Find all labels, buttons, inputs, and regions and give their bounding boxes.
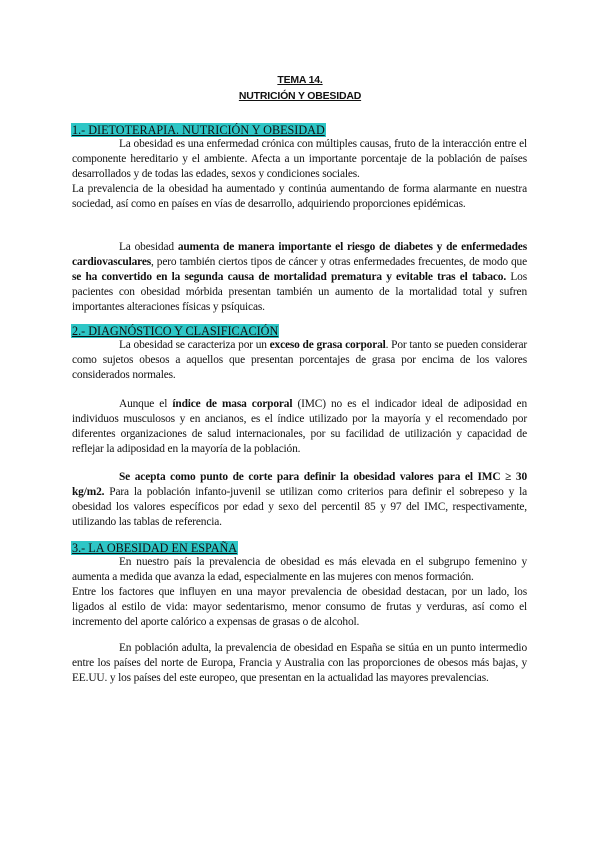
bold-text-run: se ha convertido en la segunda causa de mortalidad prematura y evitable tras el tabaco. bbox=[72, 271, 507, 284]
section-3-paragraphs bbox=[72, 555, 527, 630]
paragraph: Entre los factores que influyen en una mayor prevalencia de obesidad destacan, por un lado, los ligados al estilo de vida: mayor sedentarismo, menor consumo de frutas y verduras, así como el incremento del aporte calórico a expensas de grasas o de alcohol. bbox=[72, 586, 527, 629]
text-run: (IMC) no es el indicador ideal de adiposidad en individuos musculosos y en ancianos, es el índice utilizado por la mayoría y el recomendado por diferentes organizaciones de salud internacionales, por su facilidad de utilización y capacidad de reflejar la adiposidad en la mayoría de la población. bbox=[72, 398, 528, 456]
section-2-paragraph-2 bbox=[72, 397, 527, 457]
text-run: Para la población infanto-juvenil se utilizan como criterios para definir el sobrepeso y la obesidad los valores específicos por edad y sexo del percentil 85 y 97 del IMC, respectivamente, utilizando las tablas de referencia. bbox=[72, 486, 527, 529]
section-2-heading: 2.- DIAGNÓSTICO Y CLASIFICACIÓN bbox=[72, 324, 279, 338]
paragraph: La prevalencia de la obesidad ha aumentado y continúa aumentando de forma alarmante en nuestra sociedad, así como en países en vías de desarrollo, adquiriendo proporciones epidémicas. bbox=[72, 183, 527, 211]
text-run: . Por tanto se pueden considerar como sujetos obesos a aquellos que presentan porcentajes de grasa por encima de los valores considerados normales. bbox=[72, 339, 527, 382]
text-run: Aunque el bbox=[119, 398, 173, 410]
paragraph bbox=[72, 240, 527, 315]
section-3-adult-paragraph bbox=[72, 641, 527, 686]
paragraph bbox=[72, 397, 527, 457]
section-2-paragraph-3 bbox=[72, 470, 527, 530]
bold-text-run: Se acepta como punto de corte para definir la obesidad valores para el IMC ≥ 30 kg/m2. bbox=[72, 471, 527, 499]
paragraph: La obesidad es una enfermedad crónica con múltiples causas, fruto de la interacción entre el componente hereditario y el ambiente. Afecta a un importante porcentaje de la población de países desarrollados y de todas las edades, sexos y condiciones sociales. bbox=[72, 138, 527, 181]
paragraph bbox=[72, 338, 527, 383]
text-run: La obesidad se caracteriza por un bbox=[119, 339, 270, 351]
bold-text-run: índice de masa corporal bbox=[172, 398, 293, 410]
document-subtitle: NUTRICIÓN Y OBESIDAD bbox=[238, 90, 362, 102]
bold-text-run: exceso de grasa corporal bbox=[269, 339, 386, 351]
section-1-intro bbox=[72, 137, 527, 212]
paragraph bbox=[72, 470, 527, 530]
section-1-heading: 1.- DIETOTERAPIA. NUTRICIÓN Y OBESIDAD bbox=[72, 123, 325, 137]
section-3-heading: 3.- LA OBESIDAD EN ESPAÑA bbox=[72, 541, 238, 555]
paragraph: En nuestro país la prevalencia de obesidad es más elevada en el subgrupo femenino y aumenta a medida que avanza la edad, especialmente en las mujeres con menos formación. bbox=[72, 556, 527, 584]
text-run: , pero también ciertos tipos de cáncer y otras enfermedades frecuentes, de modo que bbox=[151, 256, 527, 269]
paragraph: En población adulta, la prevalencia de obesidad en España se sitúa en un punto intermedio entre los países del norte de Europa, Francia y Australia con las proporciones de obesos más bajas, y EE.UU. y los países del este europeo, que presentan en la actualidad las mayores prevalencias. bbox=[72, 642, 527, 685]
section-2-paragraph-1 bbox=[72, 338, 527, 383]
document-title: TEMA 14. bbox=[277, 74, 323, 86]
text-run: Los pacientes con obesidad mórbida presentan también un aumento de la mortalidad total y sufren importantes alteraciones físicas y psíquicas. bbox=[72, 271, 527, 314]
bold-text-run: aumenta de manera importante el riesgo de diabetes y de enfermedades cardiovasculares bbox=[72, 241, 527, 269]
text-run: La obesidad bbox=[119, 241, 178, 253]
section-1-risk-paragraph bbox=[72, 240, 527, 315]
